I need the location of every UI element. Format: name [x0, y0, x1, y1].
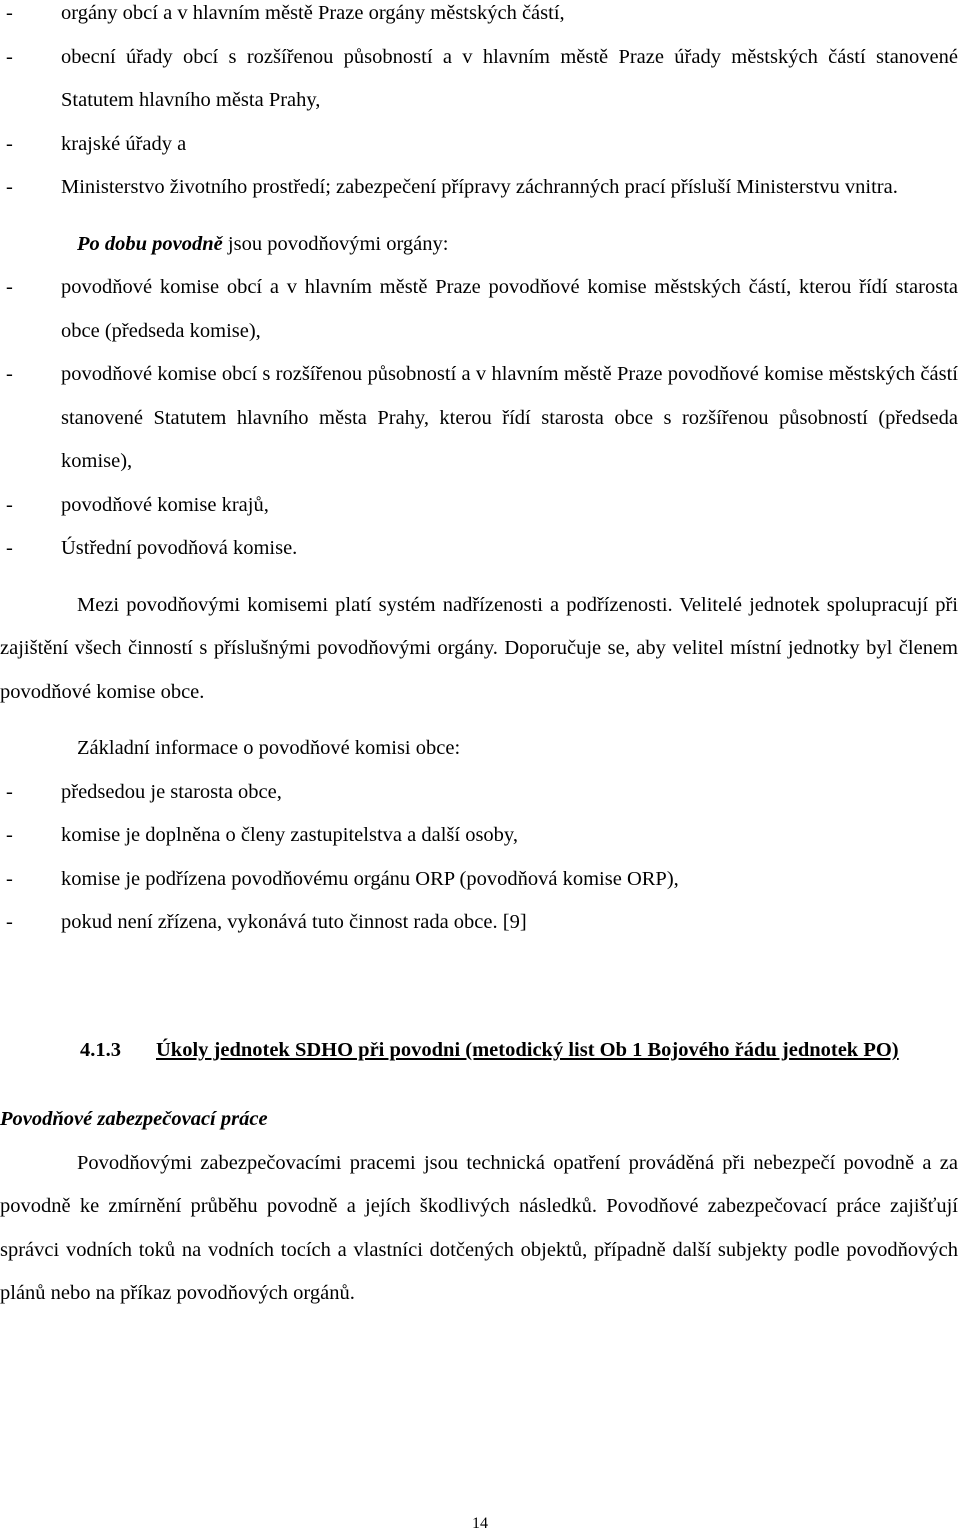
section-heading: 4.1.3 Úkoly jednotek SDHO při povodni (metodický list Ob 1 Bojového řádu jednotek PO) — [80, 1039, 899, 1061]
page-number: 14 — [472, 1515, 488, 1532]
flood-commissions-list — [0, 266, 958, 571]
list-item: - Ústřední povodňová komise. — [6, 537, 298, 559]
list-item: - povodňové komise obcí a v hlavním městě Praze povodňové komise městských částí, kterou řídí starosta obce (předseda komise), — [6, 276, 958, 342]
list-item: - povodňové komise obcí s rozšířenou působností a v hlavním městě Praze povodňové komise městských částí stanovené Statutem hlavního města Prahy, kterou řídí starosta obce s rozšířenou působností (předseda komise), — [6, 363, 958, 472]
list-item: - povodňové komise krajů, — [6, 493, 269, 516]
subordination-paragraph: Mezi povodňovými komisemi platí systém nadřízenosti a podřízenosti. Velitelé jednotek spolupracují při zajištění všech činností s příslušnými povodňovými orgány. Doporučuje se, aby velitel místní jednotky byl členem povodňové komise obce. — [0, 593, 958, 703]
list-item: - komise je doplněna o členy zastupitelstva a další osoby, — [6, 824, 518, 846]
basic-info-list — [0, 771, 958, 945]
list-item: - krajské úřady a — [6, 132, 187, 155]
flood-intro: Po dobu povodně jsou povodňovými orgány: — [77, 232, 449, 255]
subheading: Povodňové zabezpečovací práce — [0, 1108, 268, 1130]
section-block — [0, 1036, 958, 1065]
list-item: - orgány obcí a v hlavním městě Praze orgány městských částí, — [6, 2, 565, 24]
list-item: - komise je podřízena povodňovému orgánu ORP (povodňová komise ORP), — [6, 867, 679, 890]
basic-info-intro: Základní informace o povodňové komisi obce: — [77, 737, 461, 759]
list-item: - pokud není zřízena, vykonává tuto činnost rada obce. [9] — [6, 911, 527, 933]
works-block — [0, 1098, 958, 1316]
list-item: - obecní úřady obcí s rozšířenou působností a v hlavním městě Praze úřady městských částí stanovené Statutem hlavního města Prahy, — [6, 45, 958, 111]
works-paragraph: Povodňovými zabezpečovacími pracemi jsou technická opatření prováděná při nebezpečí povodně a za povodně ke zmírnění průběhu povodně a jejích škodlivých následků. Povodňové zabezpečovací práce zajišťují správci vodních toků na vodních tocích a vlastníci dotčených objektů, případně další subjekty podle povodňových plánů nebo na příkaz povodňových orgánů. — [0, 1151, 958, 1304]
authorities-list — [0, 0, 958, 210]
list-item: - Ministerstvo životního prostředí; zabezpečení přípravy záchranných prací přísluší Ministerstvu vnitra. — [6, 176, 898, 198]
list-item: - předsedou je starosta obce, — [6, 780, 282, 803]
